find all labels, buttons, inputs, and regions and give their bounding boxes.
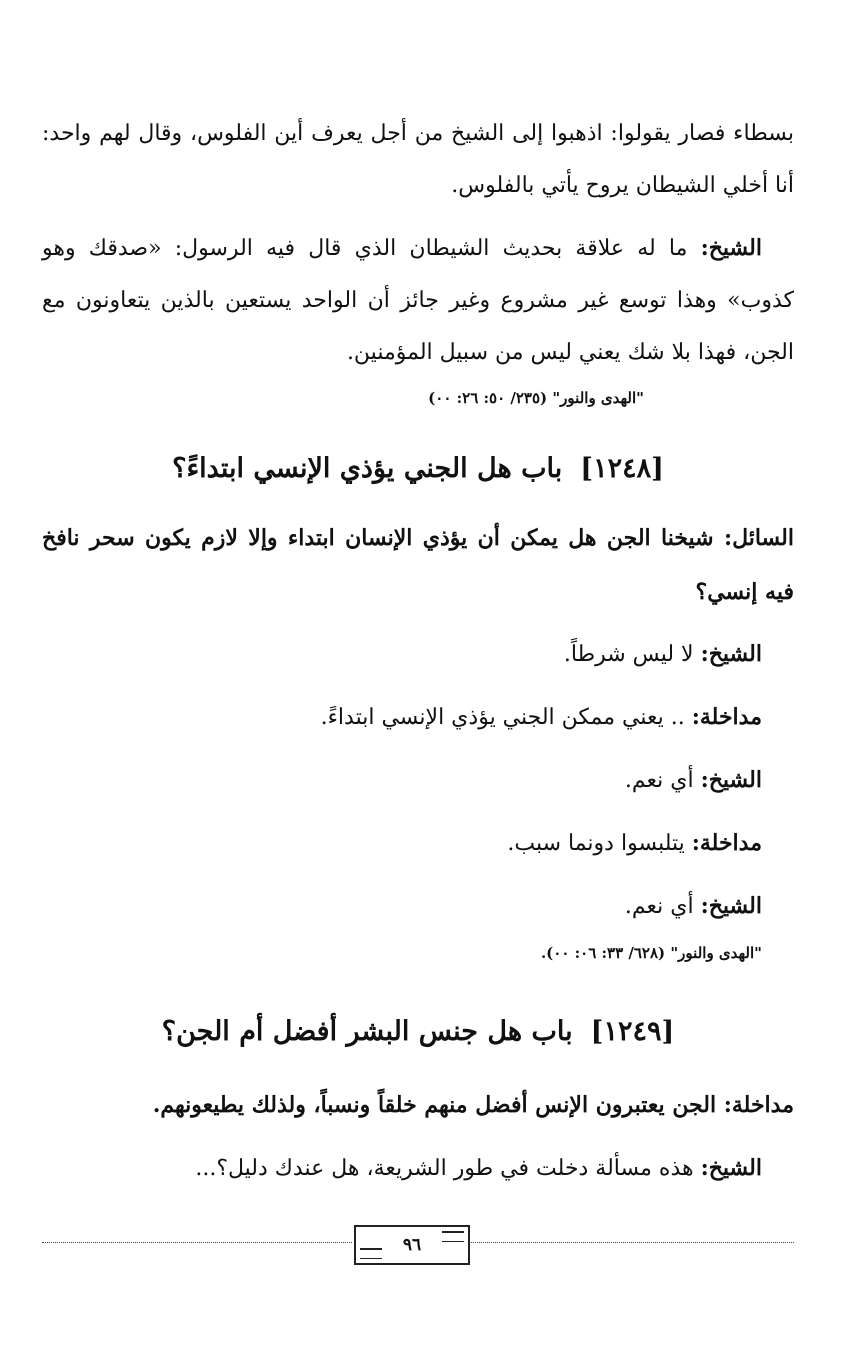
ornament-icon	[442, 1231, 464, 1242]
section-heading-1248	[42, 439, 794, 499]
source-citation: "الهدى والنور" (٢٣٥/ ٥٠: ٢٦: ٠٠)	[428, 389, 644, 407]
question-paragraph: السائل: شيخنا الجن هل يمكن أن يؤذي الإنسان ابتداء وإلا لازم يكون سحر نافخ فيه إنسي؟	[42, 525, 794, 605]
section-number: [١٢٤٨]	[580, 453, 664, 484]
speaker-label: الشيخ:	[700, 767, 762, 793]
speaker-label: الشيخ:	[700, 641, 762, 667]
dialog-1249	[42, 1074, 794, 1200]
page-number: ٩٦	[402, 1235, 422, 1255]
dialog-text: الجن يعتبرون الإنس أفضل منهم خلقاً ونسباً، ولذلك يطيعونهم.	[152, 1092, 724, 1118]
dialog-text: يتلبسوا دونما سبب.	[507, 831, 692, 856]
dialog-text: .. يعني ممكن الجني يؤذي الإنسي ابتداءً.	[320, 705, 692, 730]
speaker-label: مداخلة:	[691, 704, 762, 730]
dialog-line	[42, 686, 794, 749]
section-number: [١٢٤٩]	[590, 1016, 675, 1047]
dialog-text: هذه مسألة دخلت في طور الشريعة، هل عندك دليل؟...	[195, 1156, 701, 1181]
dialog-line	[42, 623, 794, 686]
ornament-icon	[360, 1248, 382, 1259]
source-citation: "الهدى والنور" (٦٢٨/ ٣٣: ٠٦: ٠٠).	[540, 944, 762, 962]
speaker-label: مداخلة:	[723, 1092, 794, 1118]
speaker-label: الشيخ:	[700, 235, 762, 261]
dialog-1248	[42, 623, 794, 938]
dialog-line	[42, 749, 794, 812]
dialog-line	[42, 812, 794, 875]
speaker-label: الشيخ:	[700, 1155, 762, 1181]
dialog-line	[42, 875, 794, 938]
footer-rule-left	[42, 1242, 352, 1243]
section-title: باب هل جنس البشر أفضل أم الجن؟	[161, 1016, 573, 1047]
speaker-label: مداخلة:	[691, 830, 762, 856]
reply-text: ما له علاقة بحديث الشيطان الذي قال فيه الرسول: «صدقك وهو كذوب» وهذا توسع غير مشروع وغير جائز أن الواحد يستعين بالذين يتعاونون مع الجن، فهذا بلا شك يعني ليس من سبيل المؤمنين.	[42, 236, 794, 365]
page-footer	[42, 1225, 794, 1271]
section-title: باب هل الجني يؤذي الإنسي ابتداءً؟	[172, 453, 563, 484]
speaker-label: الشيخ:	[700, 893, 762, 919]
paragraph-shaykh-reply	[42, 222, 794, 379]
dialog-line	[42, 1137, 794, 1200]
paragraph-continuation: بسطاء فصار يقولوا: اذهبوا إلى الشيخ من أجل يعرف أين الفلوس، وقال لهم واحد: أنا أخلي الشيطان يروح يأتي بالفلوس.	[42, 121, 794, 198]
page-content	[42, 108, 794, 1200]
dialog-text: لا ليس شرطاً.	[563, 642, 701, 667]
footer-rule-right	[468, 1242, 794, 1243]
dialog-text: أي نعم.	[624, 768, 701, 793]
section-heading-1249	[42, 1002, 794, 1062]
page-number-box	[354, 1225, 470, 1265]
dialog-text: أي نعم.	[624, 894, 701, 919]
dialog-line	[42, 1074, 794, 1137]
